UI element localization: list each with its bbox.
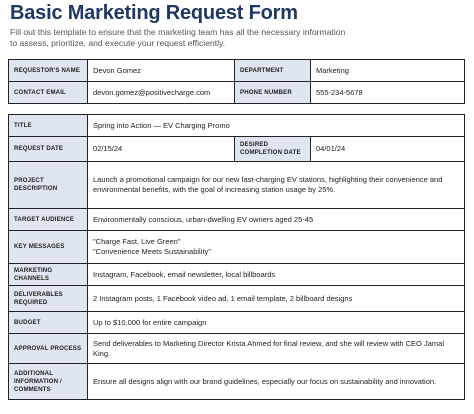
requestor-name-label: REQUESTOR'S NAME — [9, 60, 88, 82]
title-field[interactable]: Spring into Action — EV Charging Promo — [88, 115, 465, 137]
contact-email-label: CONTACT EMAIL — [9, 82, 88, 104]
table-row — [9, 312, 465, 334]
table-row — [9, 264, 465, 286]
target-audience-label: TARGET AUDIENCE — [9, 209, 88, 231]
table-row — [9, 82, 465, 104]
budget-label: BUDGET — [9, 312, 88, 334]
phone-number-field[interactable]: 555-234-5678 — [311, 82, 465, 104]
marketing-channels-field[interactable]: Instagram, Facebook, email newsletter, local billboards — [88, 264, 465, 286]
table-row — [9, 364, 465, 400]
request-details-table — [8, 114, 465, 400]
intro-text: Fill out this template to ensure that the marketing team has all the necessary information to assess, prioritize, and execute your request efficiently. — [10, 27, 346, 48]
contact-email-field[interactable]: devon.gomez@positivecharge.com — [88, 82, 235, 104]
phone-number-label: PHONE NUMBER — [235, 82, 311, 104]
table-row — [9, 115, 465, 137]
budget-field[interactable]: Up to $10,000 for entire campaign — [88, 312, 465, 334]
approval-process-field[interactable]: Send deliverables to Marketing Director Krista Ahmed for final review, and she will review with CEO Jamal King. — [88, 334, 465, 364]
desired-completion-date-field[interactable]: 04/01/24 — [311, 137, 465, 162]
department-label: DEPARTMENT — [235, 60, 311, 82]
key-messages-label: KEY MESSAGES — [9, 231, 88, 264]
table-row — [9, 137, 465, 162]
department-field[interactable]: Marketing — [311, 60, 465, 82]
deliverables-required-label: DELIVERABLES REQUIRED — [9, 286, 88, 312]
project-description-field[interactable]: Launch a promotional campaign for our new fast-charging EV stations, highlighting their convenience and environmental benefits, with the goal of increasing station usage by 25%. — [88, 162, 465, 209]
key-messages-field[interactable]: "Charge Fast, Live Green" "Convenience Meets Sustainability" — [88, 231, 465, 264]
table-row — [9, 60, 465, 82]
table-row — [9, 334, 465, 364]
request-date-label: REQUEST DATE — [9, 137, 88, 162]
desired-completion-date-label: DESIRED COMPLETION DATE — [235, 137, 311, 162]
approval-process-label: APPROVAL PROCESS — [9, 334, 88, 364]
target-audience-field[interactable]: Environmentally conscious, urban-dwelling EV owners aged 25-45 — [88, 209, 465, 231]
table-row — [9, 231, 465, 264]
marketing-channels-label: MARKETING CHANNELS — [9, 264, 88, 286]
table-row — [9, 209, 465, 231]
project-description-label: PROJECT DESCRIPTION — [9, 162, 88, 209]
request-date-field[interactable]: 02/15/24 — [88, 137, 235, 162]
table-row — [9, 286, 465, 312]
table-row — [9, 162, 465, 209]
additional-information-field[interactable]: Ensure all designs align with our brand guidelines, especially our focus on sustainability and innovation. — [88, 364, 465, 400]
additional-information-label: ADDITIONAL INFORMATION / COMMENTS — [9, 364, 88, 400]
requestor-name-field[interactable]: Devon Gomez — [88, 60, 235, 82]
deliverables-required-field[interactable]: 2 Instagram posts, 1 Facebook video ad, 1 email template, 2 billboard designs — [88, 286, 465, 312]
title-label: TITLE — [9, 115, 88, 137]
contact-info-table — [8, 59, 465, 104]
page-title: Basic Marketing Request Form — [10, 2, 298, 24]
